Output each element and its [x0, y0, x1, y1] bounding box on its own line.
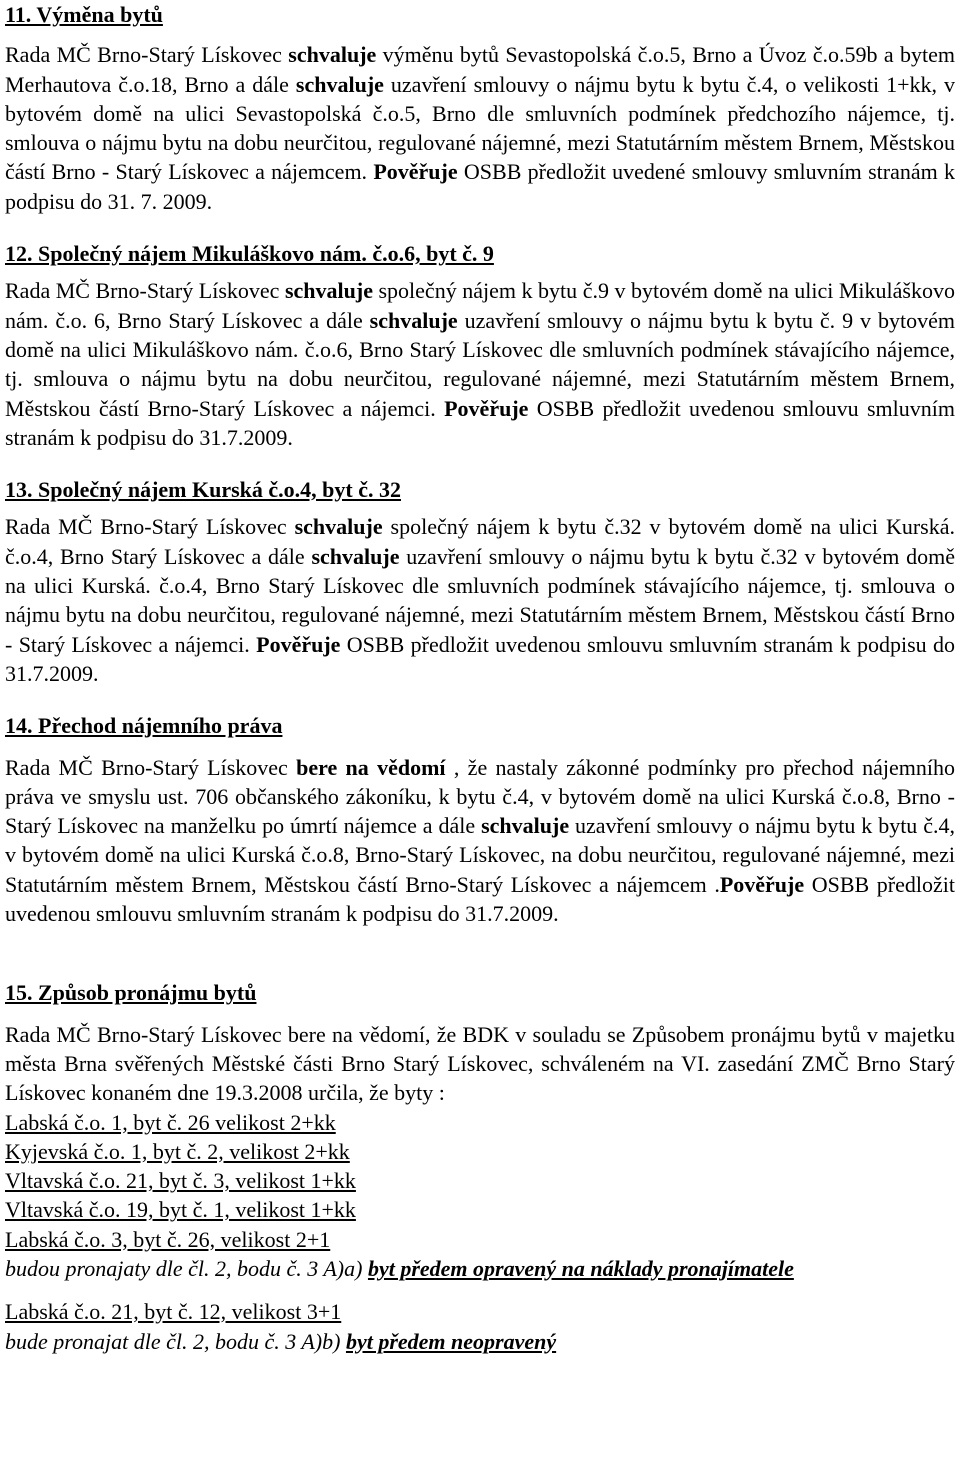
document-page — [5, 0, 955, 1356]
section-12 — [5, 239, 955, 452]
bold-run: Pověřuje — [256, 631, 341, 657]
section-paragraph: Rada MČ Brno-Starý Lískovec bere na vědomí, že BDK v souladu se Způsobem pronájmu bytů v majetku města Brna svěřených Městské části Brno Starý Lískovec, schváleném na VI. zasedání ZMČ Brno Starý Lískovec konaném dne 19.3.2008 určila, že byty : — [5, 1021, 955, 1106]
flat-list-2 — [5, 1297, 955, 1326]
section-13 — [5, 475, 955, 688]
list-item: Vltavská č.o. 21, byt č. 3, velikost 1+kk — [5, 1168, 356, 1194]
section-heading: 12. Společný nájem Mikuláškovo nám. č.o.6, byt č. 9 — [5, 241, 494, 267]
section-paragraph — [5, 753, 955, 929]
section-paragraph — [5, 512, 955, 688]
section-heading: 11. Výměna bytů — [5, 2, 163, 27]
section-heading: 15. Způsob pronájmu bytů — [5, 980, 257, 1006]
section-11 — [5, 0, 955, 216]
note-emphasis: byt předem opravený na náklady pronajímatele — [367, 1255, 794, 1281]
list-item: Labská č.o. 3, byt č. 26, velikost 2+1 — [5, 1226, 331, 1252]
bold-run: schvaluje — [369, 307, 458, 333]
note-text: bude pronajat dle čl. 2, bodu č. 3 A)b) — [5, 1328, 346, 1354]
list-item: Vltavská č.o. 19, byt č. 1, velikost 1+kk — [5, 1197, 356, 1223]
flat-list-1 — [5, 1108, 955, 1254]
text-run: Rada MČ Brno-Starý Lískovec — [5, 754, 297, 780]
bold-run: schvaluje — [284, 278, 373, 304]
section-heading: 13. Společný nájem Kurská č.o.4, byt č. 32 — [5, 477, 401, 503]
section-15 — [5, 978, 955, 1356]
bold-run: schvaluje — [294, 514, 383, 540]
text-run: OSBB předložit uvedenou smlouvu smluvním stranám k podpisu do 31.7.2009. — [5, 631, 955, 686]
section-paragraph — [5, 40, 955, 216]
text-run: uzavření smlouvy o nájmu bytu k bytu č.4, o velikosti 1+kk, v bytovém domě na ulici Sevastopolská č.o.5, Brno dle smluvních podmínek předchozího nájemce, tj. smlouva o nájmu bytu na dobu neurčitou, regulované nájemné, mezi Statutárním městem Brnem, Městskou částí Brno - Starý Lískovec a nájemcem. — [5, 71, 955, 185]
text-run: uzavření smlouvy o nájmu bytu k bytu č. 9 v bytovém domě na ulici Mikuláškovo nám. č.o.6, Brno Starý Lískovec dle smluvních podmínek stávajícího nájemce, tj. smlouva o nájmu bytu na dobu neurčitou, regulované nájemné, mezi Statutárním městem Brnem, Městskou částí Brno-Starý Lískovec a nájemci. — [5, 307, 955, 421]
list-item: Kyjevská č.o. 1, byt č. 2, velikost 2+kk — [5, 1138, 350, 1164]
bold-run: schvaluje — [481, 813, 570, 839]
section-heading: 14. Přechod nájemního práva — [5, 713, 283, 739]
section-paragraph — [5, 276, 955, 452]
text-run: společný nájem k bytu č.32 v bytovém domě na ulici Kurská. č.o.4, Brno Starý Lískovec a dále — [5, 514, 955, 569]
text-run: Rada MČ Brno-Starý Lískovec — [5, 42, 289, 68]
list-note — [5, 1254, 955, 1283]
bold-run: schvaluje — [311, 543, 400, 569]
text-run: uzavření smlouvy o nájmu bytu k bytu č.32 v bytovém domě na ulici Kurská. č.o.4, Brno Starý Lískovec dle smluvních podmínek stávajícího nájemce, tj. smlouva o nájmu bytu na dobu neurčitou, regulované nájemné, mezi Statutárním městem Brnem, Městskou částí Brno - Starý Lískovec a nájemci. — [5, 543, 955, 657]
text-run: OSBB předložit uvedenou smlouvu smluvním stranám k podpisu do 31.7.2009. — [5, 871, 955, 927]
text-run: Rada MČ Brno-Starý Lískovec — [5, 278, 285, 304]
bold-run: bere na vědomí — [296, 754, 446, 780]
list-item: Labská č.o. 21, byt č. 12, velikost 3+1 — [5, 1299, 342, 1325]
list-item: Labská č.o. 1, byt č. 26 velikost 2+kk — [5, 1109, 336, 1135]
list-note — [5, 1327, 955, 1356]
bold-run: Pověřuje — [719, 871, 805, 897]
text-run: společný nájem k bytu č.9 v bytovém domě na ulici Mikuláškovo nám. č.o. 6, Brno Starý Lískovec a dále — [5, 278, 955, 333]
bold-run: schvaluje — [288, 42, 377, 68]
text-run: , že nastaly zákonné podmínky pro přechod nájemního práva ve smyslu ust. 706 občanského zákoníku, k bytu č.4, v bytovém domě na ulici Kurská č.o.8, Brno - Starý Lískovec na manželku po úmrtí nájemce a dále — [5, 754, 955, 839]
text-run: uzavření smlouvy o nájmu bytu k bytu č.4, v bytovém domě na ulici Kurská č.o.8, Brno-Starý Lískovec, na dobu neurčitou, regulované nájemné, mezi Statutárním městem Brnem, Městskou částí Brno-Starý Lískovec a nájemcem . — [5, 813, 956, 897]
bold-run: schvaluje — [295, 71, 384, 97]
text-run: výměnu bytů Sevastopolská č.o.5, Brno a Úvoz č.o.59b a bytem Merhautova č.o.18, Brno a dále — [5, 42, 955, 97]
note-emphasis: byt předem neopravený — [345, 1328, 557, 1354]
text-run: OSBB předložit uvedené smlouvy smluvním stranám k podpisu do 31. 7. 2009. — [5, 159, 955, 214]
text-run: OSBB předložit uvedenou smlouvu smluvním stranám k podpisu do 31.7.2009. — [5, 395, 955, 450]
section-14 — [5, 711, 955, 928]
note-text: budou pronajaty dle čl. 2, bodu č. 3 A)a) — [5, 1255, 368, 1281]
bold-run: Pověřuje — [444, 395, 529, 421]
bold-run: Pověřuje — [373, 159, 458, 185]
text-run: Rada MČ Brno-Starý Lískovec — [5, 514, 295, 540]
